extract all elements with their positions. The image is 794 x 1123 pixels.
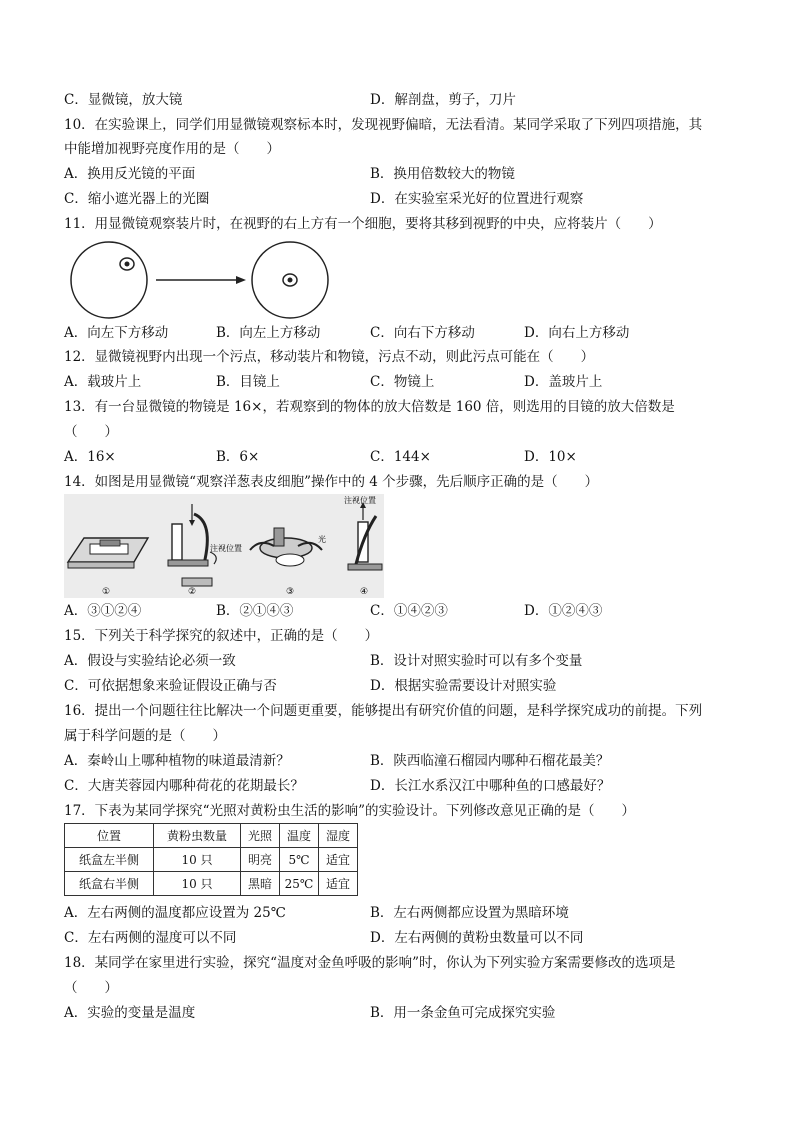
q16-stem-line2: 属于科学问题的是（ ） [64,728,226,744]
q17-option-c: C．左右两侧的湿度可以不同 [64,930,237,946]
table-cell: 25℃ [280,872,319,896]
q18-option-a: A．实验的变量是温度 [64,1005,196,1021]
table-row [65,872,358,896]
q15-option-c: C．可依据想象来验证假设正确与否 [64,678,277,694]
table-cell: 5℃ [280,848,319,872]
q10-option-d: D．在实验室采光好的位置进行观察 [370,191,584,207]
table-cell: 适宜 [319,872,358,896]
arrowhead-icon [236,276,246,284]
nucleus-before [125,262,130,267]
step3-note-light: 光 [318,535,326,544]
q13-option-c: C．144× [370,449,431,465]
step3-label: ③ [286,587,295,597]
table-cell: 纸盒右半侧 [65,872,154,896]
table-header-cell: 温度 [280,824,319,848]
nucleus-after [288,278,293,283]
q10-stem-line2: 中能增加视野亮度作用的是（ ） [64,141,280,157]
q18-stem-line1: 18．某同学在家里进行实验，探究“温度对金鱼呼吸的影响”时，你认为下列实验方案需要修改的选项是 [64,955,676,971]
step2-note: 注视位置 [210,544,242,553]
q9-option-d: D．解剖盘，剪子，刀片 [370,92,516,108]
q17-experiment-table [64,823,358,896]
q18-stem-line2: （ ） [64,980,118,996]
q15-option-a: A．假设与实验结论必须一致 [64,653,236,669]
table-cell: 明亮 [241,848,280,872]
q10-option-b: B．换用倍数较大的物镜 [370,166,515,182]
q17-option-b: B．左右两侧都应设置为黑暗环境 [370,905,569,921]
q10-option-c: C．缩小遮光器上的光圈 [64,191,210,207]
q14-option-b: B．②①④③ [216,603,294,619]
table-cell: 10 只 [154,872,241,896]
q11-figure [64,240,344,320]
table-header-cell: 位置 [65,824,154,848]
field-of-view-before [71,242,147,318]
q12-option-a: A．载玻片上 [64,374,142,390]
table-header-row [65,824,358,848]
q14-option-a: A．③①②④ [64,603,142,619]
step4-note: 注视位置 [344,496,376,505]
q15-stem: 15．下列关于科学探究的叙述中，正确的是（ ） [64,628,379,644]
q17-stem: 17．下表为某同学探究“光照对黄粉虫生活的影响”的实验设计。下列修改意见正确的是（ ） [64,803,635,819]
table-header-cell: 黄粉虫数量 [154,824,241,848]
q18-option-b: B．用一条金鱼可完成探究实验 [370,1005,556,1021]
q11-option-a: A．向左下方移动 [64,325,169,341]
q10-stem-line1: 10．在实验课上，同学们用显微镜观察标本时，发现视野偏暗，无法看清。某同学采取了下列四项措施，其 [64,117,703,133]
table-cell: 10 只 [154,848,241,872]
q12-option-d: D．盖玻片上 [524,374,603,390]
q15-option-b: B．设计对照实验时可以有多个变量 [370,653,583,669]
step1-label: ① [102,587,111,597]
q11-option-c: C．向右下方移动 [370,325,475,341]
step3-hands-illustration [250,528,322,566]
q11-option-d: D．向右上方移动 [524,325,630,341]
step4-microscope-illustration [348,502,382,570]
step2-label: ② [188,587,197,597]
q11-stem: 11．用显微镜观察装片时，在视野的右上方有一个细胞，要将其移到视野的中央，应将装片（ ） [64,216,662,232]
q13-option-b: B．6× [216,449,260,465]
q16-stem-line1: 16．提出一个问题往往比解决一个问题更重要，能够提出有研究价值的问题，是科学探究成功的前提。下列 [64,703,703,719]
q12-option-c: C．物镜上 [370,374,435,390]
q11-option-b: B．向左上方移动 [216,325,321,341]
table-cell: 适宜 [319,848,358,872]
q13-stem-line1: 13．有一台显微镜的物镜是 16×，若观察到的物体的放大倍数是 160 倍，则选用的目镜的放大倍数是 [64,399,675,415]
q12-option-b: B．目镜上 [216,374,280,390]
table-header-cell: 湿度 [319,824,358,848]
step4-label: ④ [360,587,369,597]
q14-option-d: D．①②④③ [524,603,603,619]
q16-option-c: C．大唐芙蓉园内哪种荷花的花期最长？ [64,778,304,794]
table-cell: 黑暗 [241,872,280,896]
q13-option-d: D．10× [524,449,577,465]
table-row [65,848,358,872]
q13-stem-line2: （ ） [64,424,118,440]
table-cell: 纸盒左半侧 [65,848,154,872]
step1-slide-illustration [68,538,148,568]
q14-figure [64,494,384,598]
q16-option-d: D．长江水系汉江中哪种鱼的口感最好？ [370,778,611,794]
q9-option-c: C．显微镜，放大镜 [64,92,183,108]
q16-option-b: B．陕西临潼石榴园内哪种石榴花最美？ [370,753,610,769]
q17-option-a: A．左右两侧的温度都应设置为 25℃ [64,905,286,921]
q14-stem: 14．如图是用显微镜“观察洋葱表皮细胞”操作中的 4 个步骤，先后顺序正确的是（ ） [64,474,599,490]
q17-option-d: D．左右两侧的黄粉虫数量可以不同 [370,930,584,946]
table-header-cell: 光照 [241,824,280,848]
q12-stem: 12．显微镜视野内出现一个污点，移动装片和物镜，污点不动，则此污点可能在（ ） [64,349,595,365]
q15-option-d: D．根据实验需要设计对照实验 [370,678,557,694]
q16-option-a: A．秦岭山上哪种植物的味道最清新？ [64,753,290,769]
q13-option-a: A．16× [64,449,116,465]
q14-option-c: C．①④②③ [370,603,448,619]
step2-microscope-illustration [168,504,216,586]
q10-option-a: A．换用反光镜的平面 [64,166,196,182]
